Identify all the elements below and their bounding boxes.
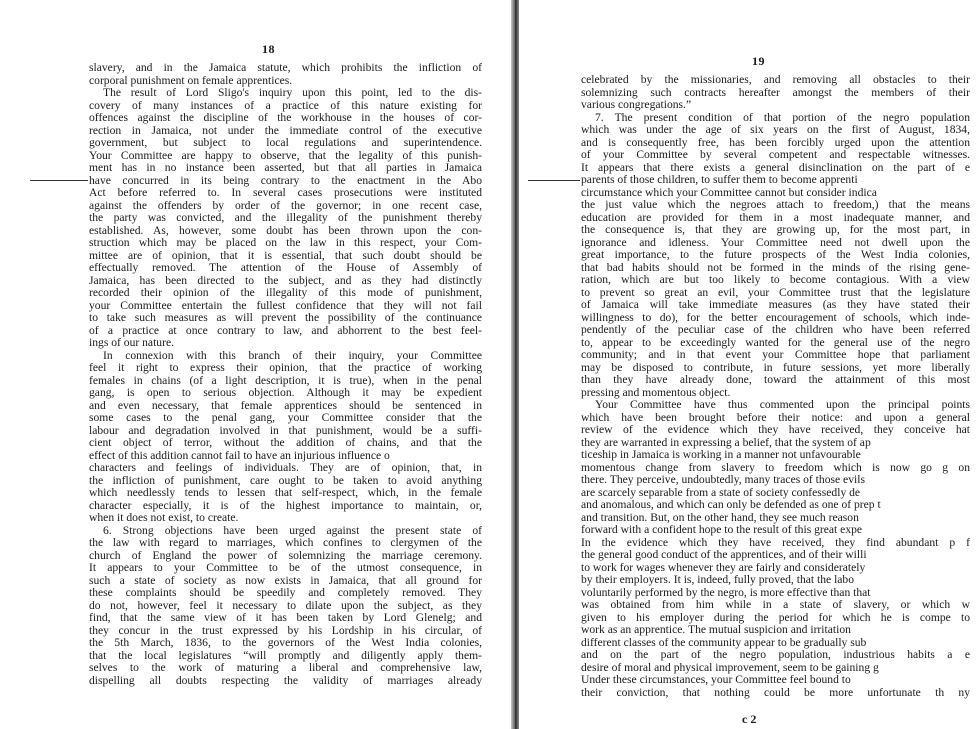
left-text-line: the party was convicted, and the illegality of the punishment thereby [89,211,482,224]
right-text-line: their conviction, that nothing could be more unfortunate th ny [581,685,970,699]
left-text-line: Your Committee are happy to observe, that the legality of this punish- [89,148,482,162]
strike-rule-right [528,180,580,181]
left-text-line: the law with regard to marriages, which confines to clergymen of the [89,536,482,549]
right-text-line: community; and in that event your Committee hope that parliament [581,348,970,361]
left-text-line: which needlessly tends to lessen that self-respect, which, in the female [89,486,482,499]
left-text-line: of a practice at once contrary to law, and abhorrent to the best feel- [89,323,482,337]
left-text-line: Act before referred to. In several cases prosecutions were instituted [89,186,482,199]
right-text-line: momentous change from slavery to freedom which is now go g on [581,460,970,474]
right-text-line: are scarcely separable from a state of society confessedly de [581,485,861,499]
left-text-line: rection in Jamaica, not under the immediate control of the executive [89,123,482,137]
left-text-line: the infliction of punishment, care ought to be taken to avoid anything [89,473,482,487]
left-text-line: character especially, it is of the highest importance to maintain, or, [89,498,482,512]
left-text-line: It appears to your Committee to be of the utmost consequence, in [89,561,482,574]
left-text-line: ings of our nature. [89,336,175,349]
left-text-line: to take such measures as will prevent the possibility of the continuance [89,311,482,324]
left-text-line: do not, however, feel it necessary to dilate upon the subject, as they [89,598,482,612]
page-number-right: 19 [752,54,765,68]
left-text-line: effectually removed. The attention of the House of Assembly of [89,261,482,274]
right-text-line: voluntarily performed by the negro, is more effective than that [581,585,871,599]
right-text-line: ration, which are but too likely to become contagious. With a view [581,273,970,286]
right-text-line: pendently of the peculiar case of the children who have been referred [581,323,970,336]
right-text-line: ignorance and idleness. Your Committee need not dwell upon the [581,235,970,249]
right-text-line: Your Committee have thus commented upon the principal points [595,398,970,411]
left-text-line: The result of Lord Sligo's inquiry upon this point, led to the dis- [103,86,482,99]
right-text-line: there. They perceive, undoubtedly, many traces of those evils [581,473,865,486]
left-text-line: find, that the same view of it has been taken by Lord Glenelg; and [89,611,482,624]
left-text-line: your Committee entertain the fullest confidence that they will not fail [89,298,482,312]
right-text-line: and on the part of the negro population, industrious habits a e [581,648,970,661]
left-text-line: selves to the work of maturing a liberal and comprehensive law, [89,661,482,674]
left-text-line: females in chains (of a light description, it is true), when in the penal [89,373,482,387]
left-text-line: established. As, however, some doubt has been thrown upon the con- [89,223,482,237]
right-text-line: of Jamaica will take immediate measures (as they have stated their [581,298,970,311]
left-text-line: 6. Strong objections have been urged against the present state of [103,523,482,537]
right-text-line: to work for wages whenever they are fairly and considerately [581,560,866,574]
right-text-line: of your Committee by several competent and respectable witnesses. [581,148,970,161]
right-text-line: ticeship in Jamaica is working in a manner not unfavourable [581,448,861,461]
right-text-line: pressing and momentous object. [581,385,731,399]
right-text-line: solemnizing such contracts hereafter amongst the members of their [581,85,970,99]
signature-mark: c 2 [742,712,757,726]
right-text-line: parents of those children, to suffer them to become apprenti [581,173,858,186]
right-text-line: given to his employer during the period for which he is compe to [581,610,970,624]
right-text-line: and anomalous, and which can only be defended as one of prep t [581,498,881,511]
right-text-line: which was under the age of six years on the first of August, 1834, [581,123,970,136]
left-text-line: feel it right to express their opinion, that the practice of working [89,361,482,374]
left-text-line: such a state of society as now exists in Jamaica, that all ground for [89,573,482,587]
right-text-line: than they have already done, toward the attainment of this most [581,373,970,386]
right-text-line: by their employers. It is, indeed, fully proved, that the labo [581,573,855,586]
left-text-line: In connexion with this branch of their inquiry, your Committee [103,348,482,362]
right-text-line: review of the evidence which they have received, they conceive hat [581,423,970,436]
right-text-line: desire of moral and physical improvement, seem to be gaining g [581,660,879,674]
right-text-line: forward with a confident hope to the result of this great expe [581,523,863,536]
left-text-line: Jamaica, has been directed to the subject, and as they had distinctly [89,273,482,287]
left-text-line: these complaints should be speedily and completely removed. They [89,586,482,599]
left-text-line: church of England the power of solemnizing the marriage ceremony. [89,548,482,562]
right-text-line: to prevent so great an evil, your Committee trust that the legislature [581,285,970,299]
left-text-line: gang, is open to serious objection. Although it may be expedient [89,386,482,399]
right-page [518,0,980,729]
left-text-line: they concur in the trust expressed by his Lordship in his circular, of [89,623,482,637]
right-text-line: willingness to do), for the better encouragement of schools, which inde- [581,310,970,324]
left-text-line: the 5th March, 1836, to the governors of the West India colonies, [89,636,482,649]
left-text-line: slavery, and in the Jamaica statute, which prohibits the infliction of [89,61,482,74]
left-text-line: that the local legislatures “will promptly and diligently apply them- [89,648,482,662]
left-text-line: dispelling all doubts respecting the validity of marriages already [89,673,482,687]
right-text-line: Under these circumstances, your Committee feel bound to [581,673,851,686]
left-text-line: when it does not exist, to create. [89,511,239,524]
right-text-column [581,74,970,699]
right-text-line: they are warranted in expressing a belief, that the system of ap [581,435,871,449]
left-text-line: and even necessary, that female apprentices should be sentenced in [89,398,482,412]
left-text-line: government, but subject to local regulations and superintendence. [89,136,482,149]
left-text-line: offences against the discipline of the workhouse in the houses of cor- [89,111,482,124]
right-text-line: different classes of the community appear to be gradually sub [581,635,867,649]
left-text-line: some cases to the penal gang, your Committee consider that the [89,411,482,424]
left-text-line: labour and degradation involved in that punishment, would be a suffi- [89,423,482,437]
left-text-line: characters and feelings of individuals. They are of opinion, that, in [89,461,482,474]
right-text-line: 7. The present condition of that portion of the negro population [595,110,970,124]
right-text-line: may be disposed to contribute, in future sessions, yet more liberally [581,360,970,374]
left-text-line: cient object of terror, without the addition of chains, and that the [89,436,482,449]
right-text-line: the just value which the negroes attach to freedom,) that the means [581,198,970,211]
left-text-column [89,62,482,687]
right-text-line: It appears that there exists a general disinclination on the part of e [581,160,970,174]
left-text-line: covery of many instances of a practice of this nature existing for [89,98,482,112]
right-text-line: and transition. But, on the other hand, they see much reason [581,510,859,524]
left-text-line: against the offenders by order of the governor; in one recent case, [89,198,482,212]
right-text-line: the consequence is, that they are growing up, for the most part, in [581,223,970,236]
right-text-line: education are provided for them in a most inadequate manner, and [581,210,970,224]
page-number-left: 18 [262,42,275,56]
right-text-line: circumstance which your Committee cannot but consider indica [581,185,877,199]
left-text-line: corporal punishment on female apprentices. [89,73,293,87]
left-text-line: have concurred in its being contrary to the enactment in the Abo [89,173,482,187]
right-text-line: In the evidence which they have received, they find abundant p f [581,535,970,549]
right-text-line: various congregations.” [581,98,692,111]
right-text-line: and is consequently free, has been forcibly urged upon the attention [581,135,970,149]
right-text-line: to, appear to be exceedingly wanted for the general use of the negro [581,335,970,349]
strike-rule-left [30,180,88,181]
right-text-line: celebrated by the missionaries, and removing all obstacles to their [581,73,970,86]
right-text-line: great importance, to the future prospects of the West India colonies, [581,248,970,261]
left-text-line: effect of this addition cannot fail to have an injurious influence o [89,448,390,462]
right-text-line: work as an apprentice. The mutual suspicion and irritation [581,623,851,636]
left-text-line: ment has in no instance been asserted, but that all parties in Jamaica [89,161,482,174]
left-text-line: recorded their opinion of the illegality of this mode of punishment, [89,286,482,299]
left-text-line: struction which may be placed on the law in this respect, your Com- [89,236,482,249]
right-text-line: which have been brought before their notice: and upon a general [581,410,970,424]
right-text-line: was obtained from him while in a state of slavery, or which w [581,598,970,611]
left-text-line: mittee are of opinion, that it is essential, that such doubt should be [89,248,482,262]
right-text-line: the general good conduct of the apprentices, and of their willi [581,548,867,561]
right-text-line: that bad habits should not be formed in the minds of the rising gene- [581,260,970,274]
